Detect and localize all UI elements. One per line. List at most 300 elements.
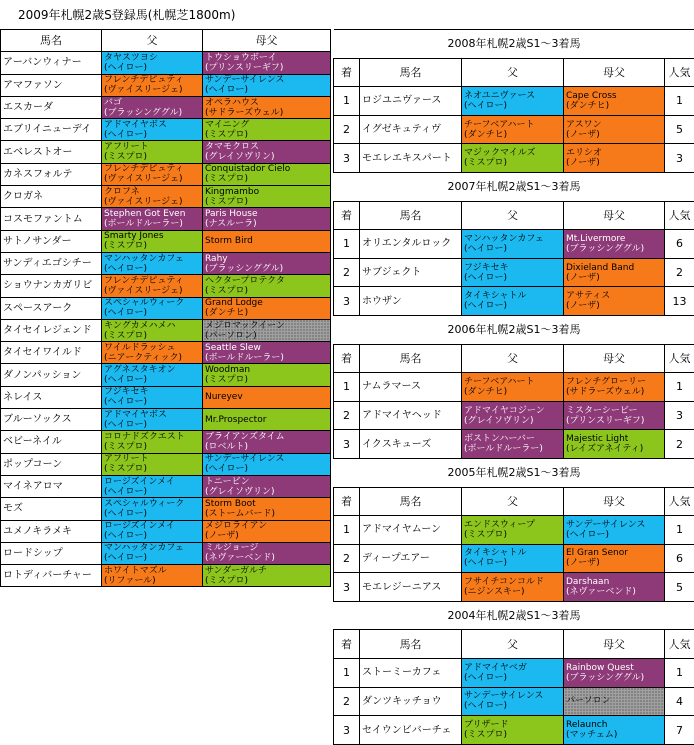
column-header: 馬名 (1, 30, 102, 52)
horse-row (1, 498, 331, 520)
column-header: 着 (334, 58, 360, 87)
pedigree-line: アフリート (104, 454, 200, 464)
dam-sire-cell (564, 230, 665, 259)
dam-sire-cell (564, 430, 665, 459)
pedigree-line: メジロライアン (205, 521, 328, 531)
horse-name: エブリイニューデイ (1, 119, 102, 141)
pedigree-line: (ノーザ) (205, 531, 328, 541)
sire-cell (462, 230, 564, 259)
sire-cell (102, 186, 203, 208)
pedigree-line: ミスターシービー (566, 406, 662, 416)
pedigree-line: (ブラッシンググル) (566, 673, 662, 683)
section-title: 2005年札幌2歳S1～3着馬 (334, 458, 694, 487)
pedigree-line: (ダンチヒ) (464, 387, 561, 397)
popularity: 3 (665, 144, 694, 173)
finish-position: 2 (334, 544, 360, 573)
horse-row (1, 453, 331, 475)
column-header: 父 (462, 344, 564, 373)
pedigree-line: (ヴァイスリージェ) (104, 174, 200, 184)
pedigree-line: (ロベルト) (205, 442, 328, 452)
dam-sire-cell (564, 716, 665, 745)
pedigree-line: (ノーザ) (566, 158, 662, 168)
pedigree-line: (ミスプロ) (205, 197, 328, 207)
pedigree-line: Stephen Got Even (104, 209, 200, 219)
pedigree-line: エンドスウィープ (464, 520, 561, 530)
pedigree-line: (ミスプロ) (464, 530, 561, 540)
horse-name: ロジユニヴァース (360, 87, 462, 116)
pedigree-line: (ノーザ) (566, 301, 662, 311)
pedigree-line: (ミスプロ) (464, 158, 561, 168)
pedigree-line: サンデーサイレンス (205, 75, 328, 85)
pedigree-line: (ノーザ) (566, 273, 662, 283)
pedigree-line: (ニジンスキー) (464, 587, 561, 597)
popularity: 2 (665, 258, 694, 287)
horse-name: ショウナンカガリビ (1, 275, 102, 297)
pedigree-line: Conquistador Cielo (205, 164, 328, 174)
column-header: 母父 (203, 30, 331, 52)
horse-row (1, 319, 331, 341)
finish-position: 1 (334, 373, 360, 402)
sire-cell (102, 565, 203, 587)
pedigree-line: (サドラーズウェル) (566, 387, 662, 397)
section-title-row (334, 458, 694, 487)
horse-name: エベレストオー (1, 141, 102, 163)
dam-sire-cell (203, 252, 331, 274)
sire-cell (102, 431, 203, 453)
column-header: 父 (102, 30, 203, 52)
pedigree-line: (ヘイロー) (104, 531, 200, 541)
header-row (334, 201, 694, 230)
finish-position: 3 (334, 287, 360, 316)
result-row (334, 87, 694, 116)
sire-cell (102, 119, 203, 141)
page-title: 2009年札幌2歳S登録馬(札幌芝1800m) (18, 6, 235, 23)
section-title-row (334, 315, 694, 344)
column-header: 人気 (665, 630, 694, 659)
pedigree-line: (ヘイロー) (464, 273, 561, 283)
pedigree-line: アスワン (566, 120, 662, 130)
result-row (334, 430, 694, 459)
popularity: 13 (665, 287, 694, 316)
popularity: 2 (665, 430, 694, 459)
sire-cell (462, 430, 564, 459)
header-row (334, 344, 694, 373)
horse-name: ホウザン (360, 287, 462, 316)
column-header: 母父 (564, 630, 665, 659)
pedigree-line: (ヘイロー) (104, 264, 200, 274)
dam-sire-cell (203, 475, 331, 497)
pedigree-line: El Gran Senor (566, 548, 662, 558)
result-row (334, 258, 694, 287)
pedigree-line: フレンチデピュティ (104, 276, 200, 286)
column-header: 人気 (665, 58, 694, 87)
pedigree-line: フサイチコンコルド (464, 577, 561, 587)
registered-horses-table (0, 29, 331, 587)
horse-name: アマファソン (1, 74, 102, 96)
pedigree-line: ワイルドラッシュ (104, 343, 200, 353)
column-header: 父 (462, 201, 564, 230)
pedigree-line: (ヴァイスリージェ) (104, 85, 200, 95)
pedigree-line: フジキセキ (104, 387, 200, 397)
column-header: 馬名 (360, 487, 462, 516)
column-header: 父 (462, 58, 564, 87)
horse-name: コスモファントム (1, 208, 102, 230)
column-header: 馬名 (360, 344, 462, 373)
horse-row (1, 230, 331, 252)
sire-cell (462, 258, 564, 287)
dam-sire-cell (203, 208, 331, 230)
section-title: 2008年札幌2歳S1～3着馬 (334, 30, 694, 59)
dam-sire-cell (564, 687, 665, 716)
horse-name: モエレエキスパート (360, 144, 462, 173)
pedigree-line: (レイズアネイティ) (566, 444, 662, 454)
horse-name: エスカーダ (1, 96, 102, 118)
horse-name: ベビーネイル (1, 431, 102, 453)
pedigree-line: (ミスプロ) (104, 152, 200, 162)
section-title: 2007年札幌2歳S1～3着馬 (334, 172, 694, 201)
sire-cell (462, 115, 564, 144)
horse-name: ポップコーン (1, 453, 102, 475)
horse-row (1, 409, 331, 431)
sire-cell (462, 687, 564, 716)
pedigree-line: トニービン (205, 477, 328, 487)
pedigree-line: Majestic Light (566, 434, 662, 444)
pedigree-line: (サドラーズウェル) (205, 108, 328, 118)
pedigree-line: オペラハウス (205, 98, 328, 108)
pedigree-line: (ミスプロ) (104, 464, 200, 474)
horse-row (1, 52, 331, 74)
sire-cell (102, 52, 203, 74)
sire-cell (102, 96, 203, 118)
finish-position: 1 (334, 516, 360, 545)
pedigree-line: (ヘイロー) (464, 101, 561, 111)
horse-row (1, 297, 331, 319)
pedigree-line: (ネヴァーベンド) (205, 553, 328, 563)
pedigree-line: Mr.Prospector (205, 415, 328, 425)
pedigree-line: (ミスプロ) (205, 576, 328, 586)
pedigree-line: (ヘイロー) (104, 420, 200, 430)
sire-cell (102, 163, 203, 185)
pedigree-line: サンデーサイレンス (205, 454, 328, 464)
horse-row (1, 565, 331, 587)
column-header: 着 (334, 344, 360, 373)
pedigree-line: パーソロン (566, 696, 662, 706)
finish-position: 2 (334, 258, 360, 287)
horse-name: オリエンタルロック (360, 230, 462, 259)
sire-cell (462, 544, 564, 573)
popularity: 1 (665, 87, 694, 116)
popularity: 5 (665, 573, 694, 602)
pedigree-line: (グレイソヴリン) (205, 487, 328, 497)
pedigree-line: (ミスプロ) (205, 130, 328, 140)
dam-sire-cell (203, 386, 331, 408)
pedigree-line: (ブラッシンググル) (566, 244, 662, 254)
popularity: 7 (665, 716, 694, 745)
dam-sire-cell (564, 544, 665, 573)
horse-name: タイセイワイルド (1, 342, 102, 364)
pedigree-line: タマモクロス (205, 142, 328, 152)
popularity: 6 (665, 230, 694, 259)
header-row (334, 58, 694, 87)
horse-row (1, 119, 331, 141)
dam-sire-cell (203, 319, 331, 341)
popularity: 1 (665, 659, 694, 688)
sire-cell (462, 144, 564, 173)
dam-sire-cell (203, 520, 331, 542)
pedigree-line: (ボールドルーラー) (205, 353, 328, 363)
sire-cell (102, 364, 203, 386)
sire-cell (102, 252, 203, 274)
pedigree-line: エリシオ (566, 148, 662, 158)
result-row (334, 230, 694, 259)
pedigree-line: (ミスプロ) (104, 442, 200, 452)
horse-row (1, 431, 331, 453)
dam-sire-cell (203, 74, 331, 96)
sire-cell (102, 409, 203, 431)
horse-name: ブルーソックス (1, 409, 102, 431)
pedigree-line: クロフネ (104, 187, 200, 197)
pedigree-line: (リファール) (104, 576, 200, 586)
pedigree-line: フレンチデピュティ (104, 164, 200, 174)
pedigree-line: (ミスプロ) (205, 375, 328, 385)
pedigree-line: (ミスプロ) (464, 730, 561, 740)
sire-cell (102, 520, 203, 542)
pedigree-line: ホワイトマズル (104, 566, 200, 576)
horse-row (1, 208, 331, 230)
pedigree-line: (マッチェム) (566, 730, 662, 740)
horse-name: ネレイス (1, 386, 102, 408)
pedigree-line: (ノーザ) (566, 558, 662, 568)
horse-row (1, 96, 331, 118)
pedigree-line: キングカメハメハ (104, 321, 200, 331)
dam-sire-cell (203, 342, 331, 364)
column-header: 人気 (665, 344, 694, 373)
dam-sire-cell (203, 163, 331, 185)
horse-name: サブジェクト (360, 258, 462, 287)
finish-position: 3 (334, 573, 360, 602)
popularity: 1 (665, 373, 694, 402)
sire-cell (462, 401, 564, 430)
pedigree-line: (グレイソヴリン) (205, 152, 328, 162)
pedigree-line: (ヘイロー) (464, 301, 561, 311)
result-row (334, 401, 694, 430)
sire-cell (462, 87, 564, 116)
result-row (334, 115, 694, 144)
pedigree-line: ボストンハーバー (464, 434, 561, 444)
dam-sire-cell (203, 230, 331, 252)
pedigree-line: (ヘイロー) (566, 530, 662, 540)
popularity: 1 (665, 516, 694, 545)
pedigree-line: バゴ (104, 98, 200, 108)
pedigree-line: Woodman (205, 365, 328, 375)
result-row (334, 144, 694, 173)
dam-sire-cell (203, 498, 331, 520)
horse-name: セイウンビバーチェ (360, 716, 462, 745)
result-row (334, 287, 694, 316)
horse-name: クロガネ (1, 186, 102, 208)
horse-name: ロトディバーチャー (1, 565, 102, 587)
pedigree-line: (ヘイロー) (104, 308, 200, 318)
pedigree-line: ブリザード (464, 720, 561, 730)
finish-position: 3 (334, 716, 360, 745)
dam-sire-cell (564, 373, 665, 402)
dam-sire-cell (203, 431, 331, 453)
column-header: 着 (334, 201, 360, 230)
horse-name: アドマイヤムーン (360, 516, 462, 545)
pedigree-line: マンハッタンカフェ (104, 254, 200, 264)
sire-cell (462, 373, 564, 402)
pedigree-line: Paris House (205, 209, 328, 219)
result-row (334, 687, 694, 716)
section-title-row (334, 601, 694, 630)
dam-sire-cell (203, 297, 331, 319)
result-row (334, 544, 694, 573)
horse-name: ナムラマース (360, 373, 462, 402)
column-header: 着 (334, 630, 360, 659)
pedigree-line: Darshaan (566, 577, 662, 587)
horse-row (1, 520, 331, 542)
dam-sire-cell (564, 258, 665, 287)
pedigree-line: (ナスルーラ) (205, 219, 328, 229)
horse-name: モズ (1, 498, 102, 520)
result-row (334, 516, 694, 545)
pedigree-line: Dixieland Band (566, 263, 662, 273)
dam-sire-cell (203, 186, 331, 208)
column-header: 母父 (564, 487, 665, 516)
pedigree-line: ブライアンズタイム (205, 432, 328, 442)
result-row (334, 716, 694, 745)
pedigree-line: アドマイヤベガ (464, 663, 561, 673)
pedigree-line: (ヘイロー) (104, 63, 200, 73)
dam-sire-cell (564, 287, 665, 316)
pedigree-line: (ミスプロ) (104, 241, 200, 251)
pedigree-line: (グレイソヴリン) (464, 416, 561, 426)
column-header: 人気 (665, 487, 694, 516)
horse-name: サトノサンダー (1, 230, 102, 252)
dam-sire-cell (564, 115, 665, 144)
pedigree-line: (ニアークティック) (104, 353, 200, 363)
pedigree-line: ヘクタープロテクタ (205, 276, 328, 286)
sire-cell (102, 74, 203, 96)
horse-row (1, 364, 331, 386)
pedigree-line: スペシャルウィーク (104, 298, 200, 308)
pedigree-line: (ミスプロ) (104, 331, 200, 341)
pedigree-line: (ダンチヒ) (464, 130, 561, 140)
past-results-table (333, 29, 694, 745)
pedigree-line: アドマイヤコジーン (464, 406, 561, 416)
dam-sire-cell (203, 119, 331, 141)
pedigree-line: Storm Bird (205, 236, 328, 246)
pedigree-line: サンデーサイレンス (566, 520, 662, 530)
pedigree-line: メジロマックイーン (205, 321, 328, 331)
pedigree-line: ネオユニヴァース (464, 91, 561, 101)
pedigree-line: Storm Boot (205, 499, 328, 509)
popularity: 5 (665, 115, 694, 144)
horse-name: マイネアロマ (1, 475, 102, 497)
horse-row (1, 74, 331, 96)
pedigree-line: フレンチデピュティ (104, 75, 200, 85)
pedigree-line: Relaunch (566, 720, 662, 730)
sire-cell (102, 386, 203, 408)
finish-position: 1 (334, 659, 360, 688)
column-header: 父 (462, 630, 564, 659)
pedigree-line: マンハッタンカフェ (464, 234, 561, 244)
pedigree-line: サンデーサイレンス (464, 691, 561, 701)
pedigree-line: Mt.Livermore (566, 234, 662, 244)
result-row (334, 659, 694, 688)
header-row (334, 487, 694, 516)
pedigree-line: フジキセキ (464, 263, 561, 273)
pedigree-line: Smarty Jones (104, 231, 200, 241)
finish-position: 2 (334, 115, 360, 144)
sire-cell (102, 319, 203, 341)
sire-cell (462, 287, 564, 316)
pedigree-line: タイキシャトル (464, 291, 561, 301)
horse-name: アーバンウィナー (1, 52, 102, 74)
section-title-row (334, 30, 694, 59)
dam-sire-cell (203, 364, 331, 386)
pedigree-line: チーフベアハート (464, 120, 561, 130)
horse-name: ディープエアー (360, 544, 462, 573)
pedigree-line: (ストームバード) (205, 509, 328, 519)
pedigree-line: (ヴァイスリージェ) (104, 197, 200, 207)
pedigree-line: マジックマイルズ (464, 148, 561, 158)
pedigree-line: チーフベアハート (464, 377, 561, 387)
dam-sire-cell (564, 659, 665, 688)
pedigree-line: (プリンスリーギフ) (566, 416, 662, 426)
popularity: 6 (665, 544, 694, 573)
horse-name: モエレジーニアス (360, 573, 462, 602)
finish-position: 2 (334, 687, 360, 716)
sire-cell (102, 475, 203, 497)
pedigree-line: (ヘイロー) (464, 244, 561, 254)
horse-row (1, 542, 331, 564)
pedigree-line: (ヘイロー) (104, 509, 200, 519)
horse-name: ダノンパッション (1, 364, 102, 386)
pedigree-line: (ヘイロー) (104, 397, 200, 407)
pedigree-line: Cape Cross (566, 91, 662, 101)
dam-sire-cell (203, 96, 331, 118)
column-header: 馬名 (360, 58, 462, 87)
pedigree-line: (パーソロン) (205, 331, 328, 341)
dam-sire-cell (564, 573, 665, 602)
pedigree-line: (ミスプロ) (205, 286, 328, 296)
pedigree-line: Rahy (205, 254, 328, 264)
finish-position: 1 (334, 230, 360, 259)
sire-cell (462, 573, 564, 602)
horse-name: スペースアーク (1, 297, 102, 319)
result-row (334, 573, 694, 602)
sire-cell (102, 208, 203, 230)
pedigree-line: (ヘイロー) (205, 464, 328, 474)
column-header: 着 (334, 487, 360, 516)
column-header: 母父 (564, 58, 665, 87)
sire-cell (102, 275, 203, 297)
column-header: 馬名 (360, 630, 462, 659)
horse-row (1, 141, 331, 163)
dam-sire-cell (564, 144, 665, 173)
pedigree-line: (ダンチヒ) (205, 308, 328, 318)
horse-name: ストーミーカフェ (360, 659, 462, 688)
pedigree-line: (ボールドルーラー) (464, 444, 561, 454)
dam-sire-cell (203, 409, 331, 431)
horse-name: サンディエゴシチー (1, 252, 102, 274)
dam-sire-cell (564, 401, 665, 430)
horse-name: ロードシップ (1, 542, 102, 564)
pedigree-line: (ヘイロー) (464, 701, 561, 711)
pedigree-line: (ボールドルーラー) (104, 219, 200, 229)
header-row (334, 630, 694, 659)
